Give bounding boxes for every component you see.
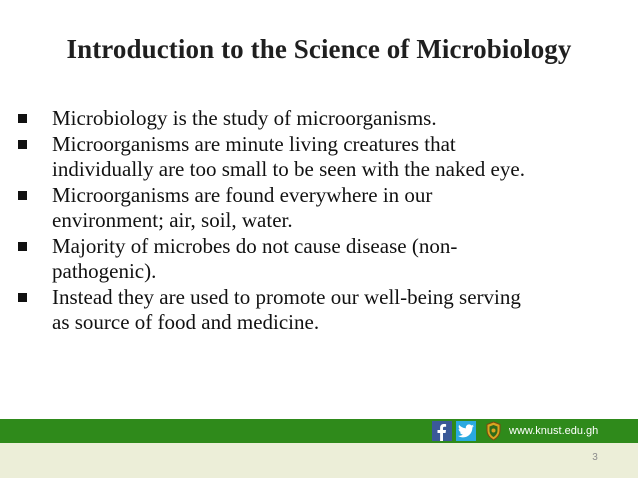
bullet-item — [18, 234, 618, 285]
bullet-list — [18, 106, 618, 336]
bullet-line: individually are too small to be seen with the naked eye. — [52, 157, 525, 181]
page-number: 3 — [592, 452, 598, 463]
bullet-item — [18, 106, 618, 132]
website-link[interactable]: www.knust.edu.gh — [509, 425, 599, 437]
square-bullet-icon — [18, 242, 27, 251]
bullet-line: environment; air, soil, water. — [52, 208, 293, 232]
bullet-line: pathogenic). — [52, 259, 157, 283]
bullet-line: Majority of microbes do not cause disease (non- — [52, 233, 458, 258]
bullet-line: as source of food and medicine. — [52, 310, 320, 334]
bullet-line: Microbiology is the study of microorganisms. — [52, 106, 437, 130]
square-bullet-icon — [18, 114, 27, 123]
bullet-item — [18, 285, 618, 336]
footer-background — [0, 443, 638, 478]
bullet-line: Microorganisms are found everywhere in our — [52, 182, 433, 207]
facebook-icon[interactable] — [432, 421, 452, 441]
bullet-line: Instead they are used to promote our well-being serving — [52, 284, 521, 309]
bullet-line: Microorganisms are minute living creatures that — [52, 131, 456, 156]
bullet-item — [18, 183, 618, 234]
square-bullet-icon — [18, 293, 27, 302]
twitter-icon[interactable] — [456, 421, 476, 441]
footer-social-links — [432, 419, 598, 443]
slide-title: Introduction to the Science of Microbiology — [66, 34, 572, 64]
square-bullet-icon — [18, 191, 27, 200]
square-bullet-icon — [18, 140, 27, 149]
knust-crest-icon — [485, 421, 502, 441]
bullet-item — [18, 132, 618, 183]
